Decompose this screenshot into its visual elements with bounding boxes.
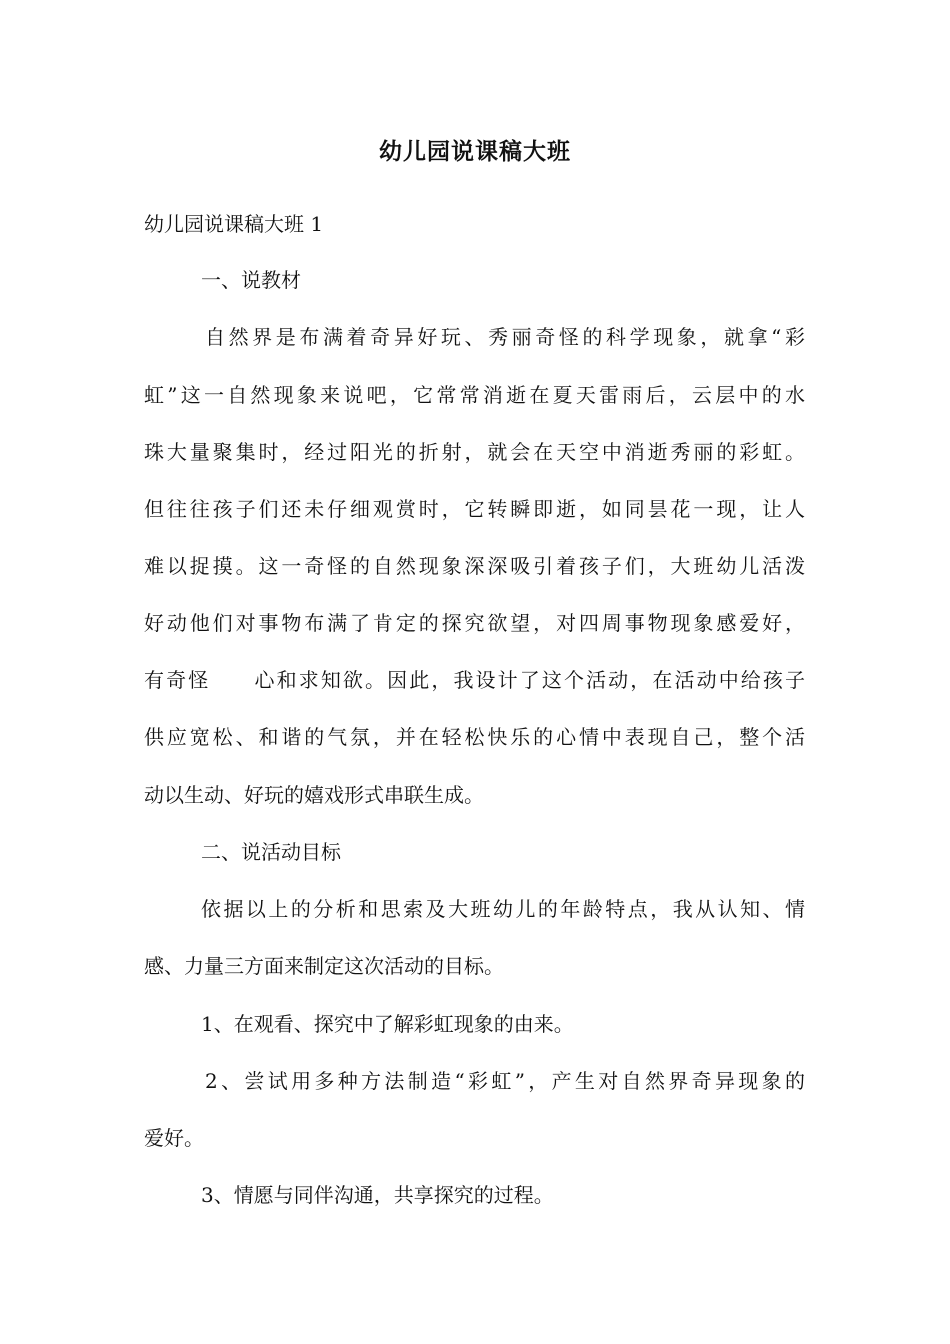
paragraph-line: 珠大量聚集时，经过阳光的折射，就会在天空中消逝秀丽的彩虹。 <box>144 440 805 464</box>
document-subtitle: 幼儿园说课稿大班 1 <box>144 212 324 236</box>
section-heading-1: 一、说教材 <box>201 268 301 292</box>
paragraph-line: 好动他们对事物布满了肯定的探究欲望，对四周事物现象感爱好， <box>144 611 805 635</box>
paragraph-line: 依据以上的分析和思索及大班幼儿的年龄特点，我从认知、情 <box>201 897 805 921</box>
goal-item-continued: 爱好。 <box>144 1126 204 1150</box>
paragraph-line: 虹”这一自然现象来说吧，它常常消逝在夏天雷雨后，云层中的水 <box>144 383 805 407</box>
paragraph-line: 但往往孩子们还未仔细观赏时，它转瞬即逝，如同昙花一现，让人 <box>144 497 805 521</box>
section-heading-2: 二、说活动目标 <box>201 840 341 864</box>
goal-item: 1、在观看、探究中了解彩虹现象的由来。 <box>201 1012 574 1036</box>
paragraph-line: 有奇怪 心和求知欲。因此，我设计了这个活动，在活动中给孩子 <box>144 668 805 692</box>
paragraph-line: 动以生动、好玩的嬉戏形式串联生成。 <box>144 783 484 807</box>
document-title: 幼儿园说课稿大班 <box>379 138 571 165</box>
paragraph-line: 自然界是布满着奇异好玩、秀丽奇怪的科学现象，就拿“彩 <box>205 325 805 349</box>
paragraph-line: 供应宽松、和谐的气氛，并在轻松快乐的心情中表现自己，整个活 <box>144 725 805 749</box>
paragraph-line: 难以捉摸。这一奇怪的自然现象深深吸引着孩子们，大班幼儿活泼 <box>144 554 805 578</box>
goal-item: 3、情愿与同伴沟通，共享探究的过程。 <box>201 1183 554 1207</box>
goal-item: 2、尝试用多种方法制造“彩虹”，产生对自然界奇异现象的 <box>205 1069 805 1093</box>
paragraph-line: 感、力量三方面来制定这次活动的目标。 <box>144 954 504 978</box>
